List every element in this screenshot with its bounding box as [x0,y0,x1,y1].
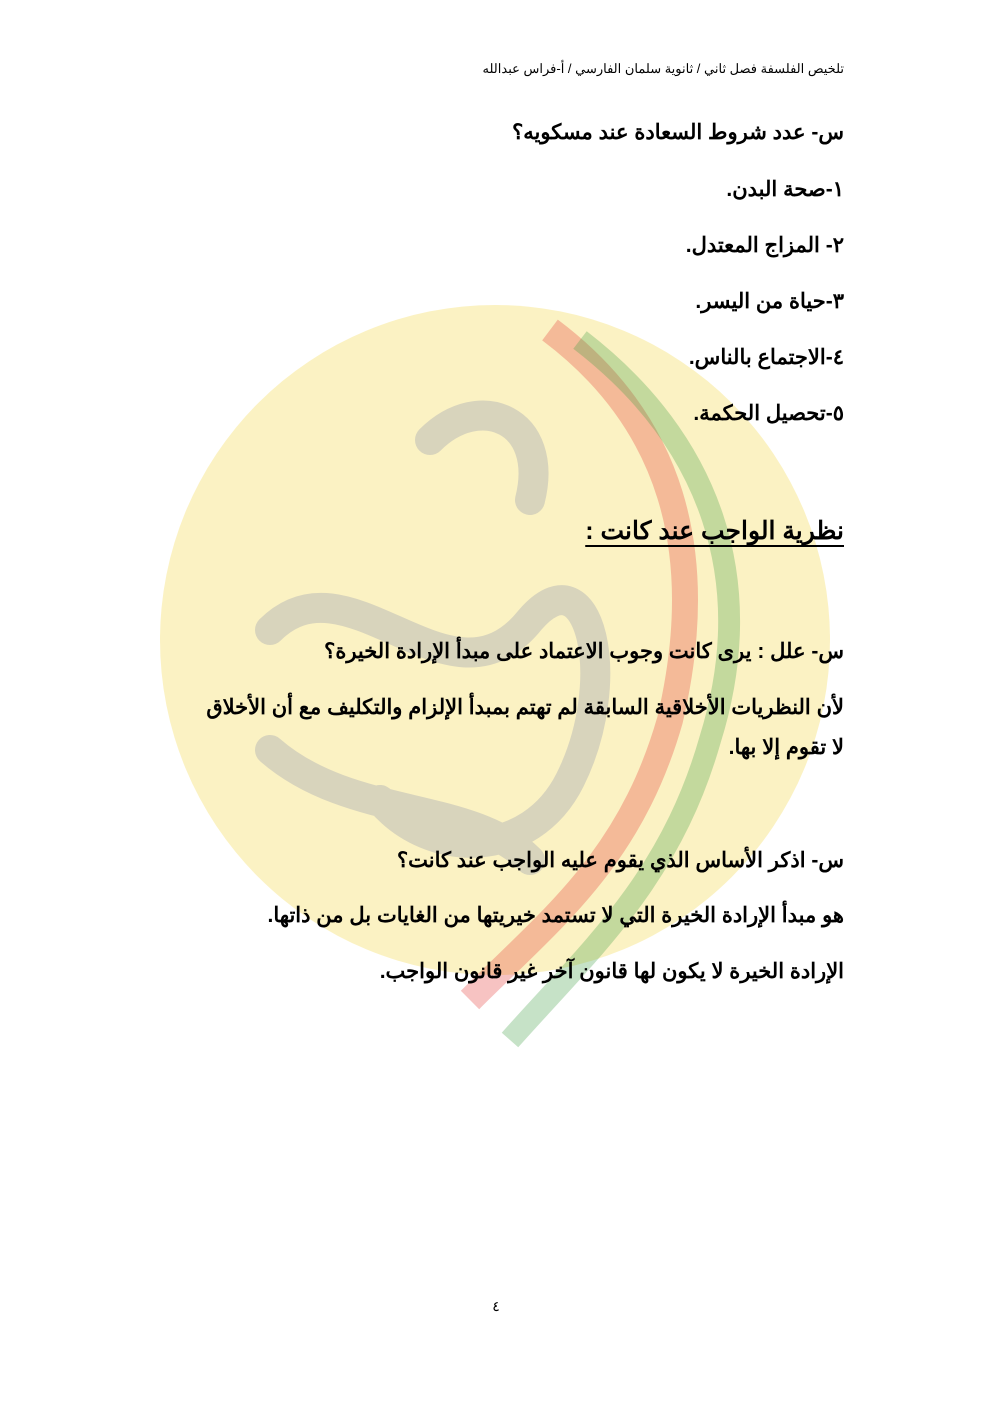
question-explain-good-will: س- علل : يرى كانت وجوب الاعتماد على مبدأ الإرادة الخيرة؟ [324,640,844,663]
answer-explain-good-will: لأن النظريات الأخلاقية السابقة لم تهتم بمبدأ الإلزام والتكليف مع أن الأخلاق لا تقوم إلا بها. [206,696,844,759]
list-item: ٣-حياة من اليسر. [695,290,844,313]
answer-duty-basis-line: الإرادة الخيرة لا يكون لها قانون آخر غير قانون الواجب. [379,960,844,983]
question-duty-basis: س- اذكر الأساس الذي يقوم عليه الواجب عند كانت؟ [396,849,844,872]
page-number: ٤ [492,1298,500,1314]
question-happiness-conditions: س- عدد شروط السعادة عند مسكويه؟ [512,121,844,144]
section-heading-kant-duty: نظرية الواجب عند كانت : [585,517,844,545]
answer-duty-basis-line: هو مبدأ الإرادة الخيرة التي لا تستمد خيريتها من الغايات بل من ذاتها. [267,904,844,927]
list-item: ٢- المزاج المعتدل. [685,234,844,257]
list-item: ٥-تحصيل الحكمة. [693,402,844,425]
list-item: ٤-الاجتماع بالناس. [688,346,844,369]
page-header: تلخيص الفلسفة فصل ثاني / ثانوية سلمان الفارسي / أ-فراس عبدالله [482,61,844,76]
list-item: ١-صحة البدن. [726,178,844,201]
